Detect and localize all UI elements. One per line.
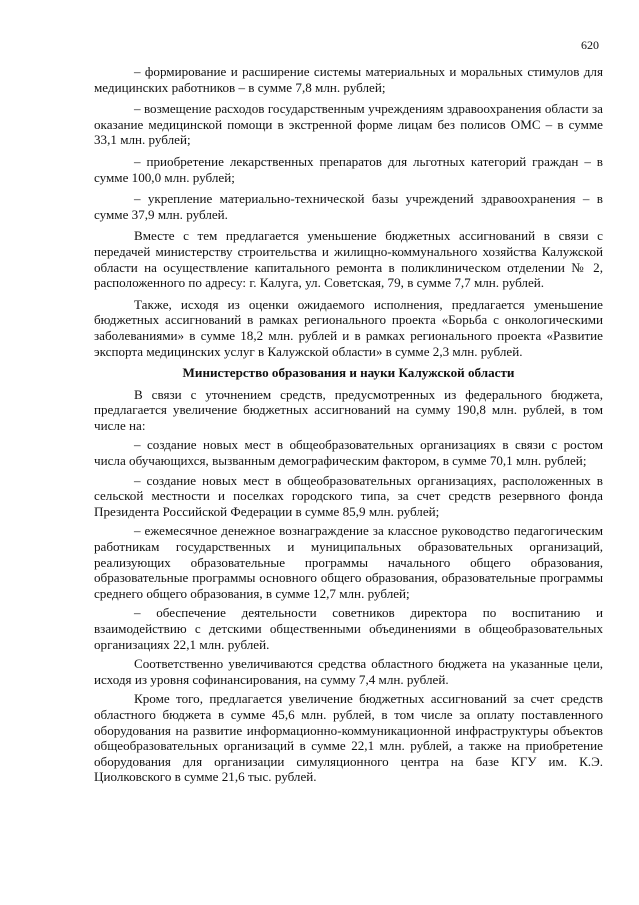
paragraph-medicines: – приобретение лекарственных препаратов для льготных категорий граждан – в сумме 100,0 млн. рублей;	[94, 153, 603, 185]
paragraph-class-teachers: – ежемесячное денежное вознаграждение за классное руководство педагогическим работникам государственных и муниципальных образовательных организаций, реализующих образовательные программы начального общего образования, образовательные программы основного общего образования, образовательные программы среднего общего образования, в сумме 12,7 млн. рублей;	[94, 523, 603, 601]
paragraph-federal-increase: В связи с уточнением средств, предусмотренных из федерального бюджета, предлагается увеличение бюджетных ассигнований на сумму 190,8 млн. рублей, в том числе на:	[94, 386, 603, 433]
paragraph-regional-increase: Кроме того, предлагается увеличение бюджетных ассигнований за счет средств областного бюджета в сумме 45,6 млн. рублей, в том числе за оплату поставленного оборудования на развитие информационно-коммуникационной инфраструктуры объектов общеобразовательных организаций в сумме 22,1 млн. рублей, а также на приобретение оборудования для организации симуляционного центра на базе КГУ им. К.Э. Циолковского в сумме 21,6 тыс. рублей.	[94, 691, 603, 785]
paragraph-rural-places: – создание новых мест в общеобразовательных организациях, расположенных в сельской местности и поселках городского типа, за счет средств резервного фонда Президента Российской Федерации в сумме 85,9 млн. рублей;	[94, 472, 603, 519]
paragraph-advisors: – обеспечение деятельности советников директора по воспитанию и взаимодействию с детскими общественными объединениями в общеобразовательных организациях 22,1 млн. рублей.	[94, 605, 603, 652]
document-body	[94, 64, 603, 789]
paragraph-new-places: – создание новых мест в общеобразовательных организациях в связи с ростом числа обучающихся, вызванным демографическим фактором, в сумме 70,1 млн. рублей;	[94, 437, 603, 469]
page-number: 620	[581, 38, 599, 52]
paragraph-emergency-care: – возмещение расходов государственным учреждениям здравоохранения области за оказание медицинской помощи в экстренной форме лицам без полисов ОМС – в сумме 33,1 млн. рублей;	[94, 101, 603, 148]
paragraph-decrease-repair: Вместе с тем предлагается уменьшение бюджетных ассигнований в связи с передачей министерству строительства и жилищно-коммунального хозяйства Калужской области на осуществление капитального ремонта в поликлиническом отделении № 2, расположенного по адресу: г. Калуга, ул. Советская, 79, в сумме 7,7 млн. рублей.	[94, 228, 603, 291]
paragraph-infrastructure: – укрепление материально-технической базы учреждений здравоохранения – в сумме 37,9 млн. рублей.	[94, 191, 603, 222]
paragraph-decrease-projects: Также, исходя из оценки ожидаемого исполнения, предлагается уменьшение бюджетных ассигнований в рамках регионального проекта «Борьба с онкологическими заболеваниями» в сумме 18,2 млн. рублей и в рамках регионального проекта «Развитие экспорта медицинских услуг в Калужской области» в сумме 2,3 млн. рублей.	[94, 296, 603, 359]
paragraph-cofinancing: Соответственно увеличиваются средства областного бюджета на указанные цели, исходя из уровня софинансирования, на сумму 7,4 млн. рублей.	[94, 656, 603, 687]
section-heading: Министерство образования и науки Калужской области	[182, 365, 515, 381]
paragraph-incentives: – формирование и расширение системы материальных и моральных стимулов для медицинских работников – в сумме 7,8 млн. рублей;	[94, 64, 603, 95]
